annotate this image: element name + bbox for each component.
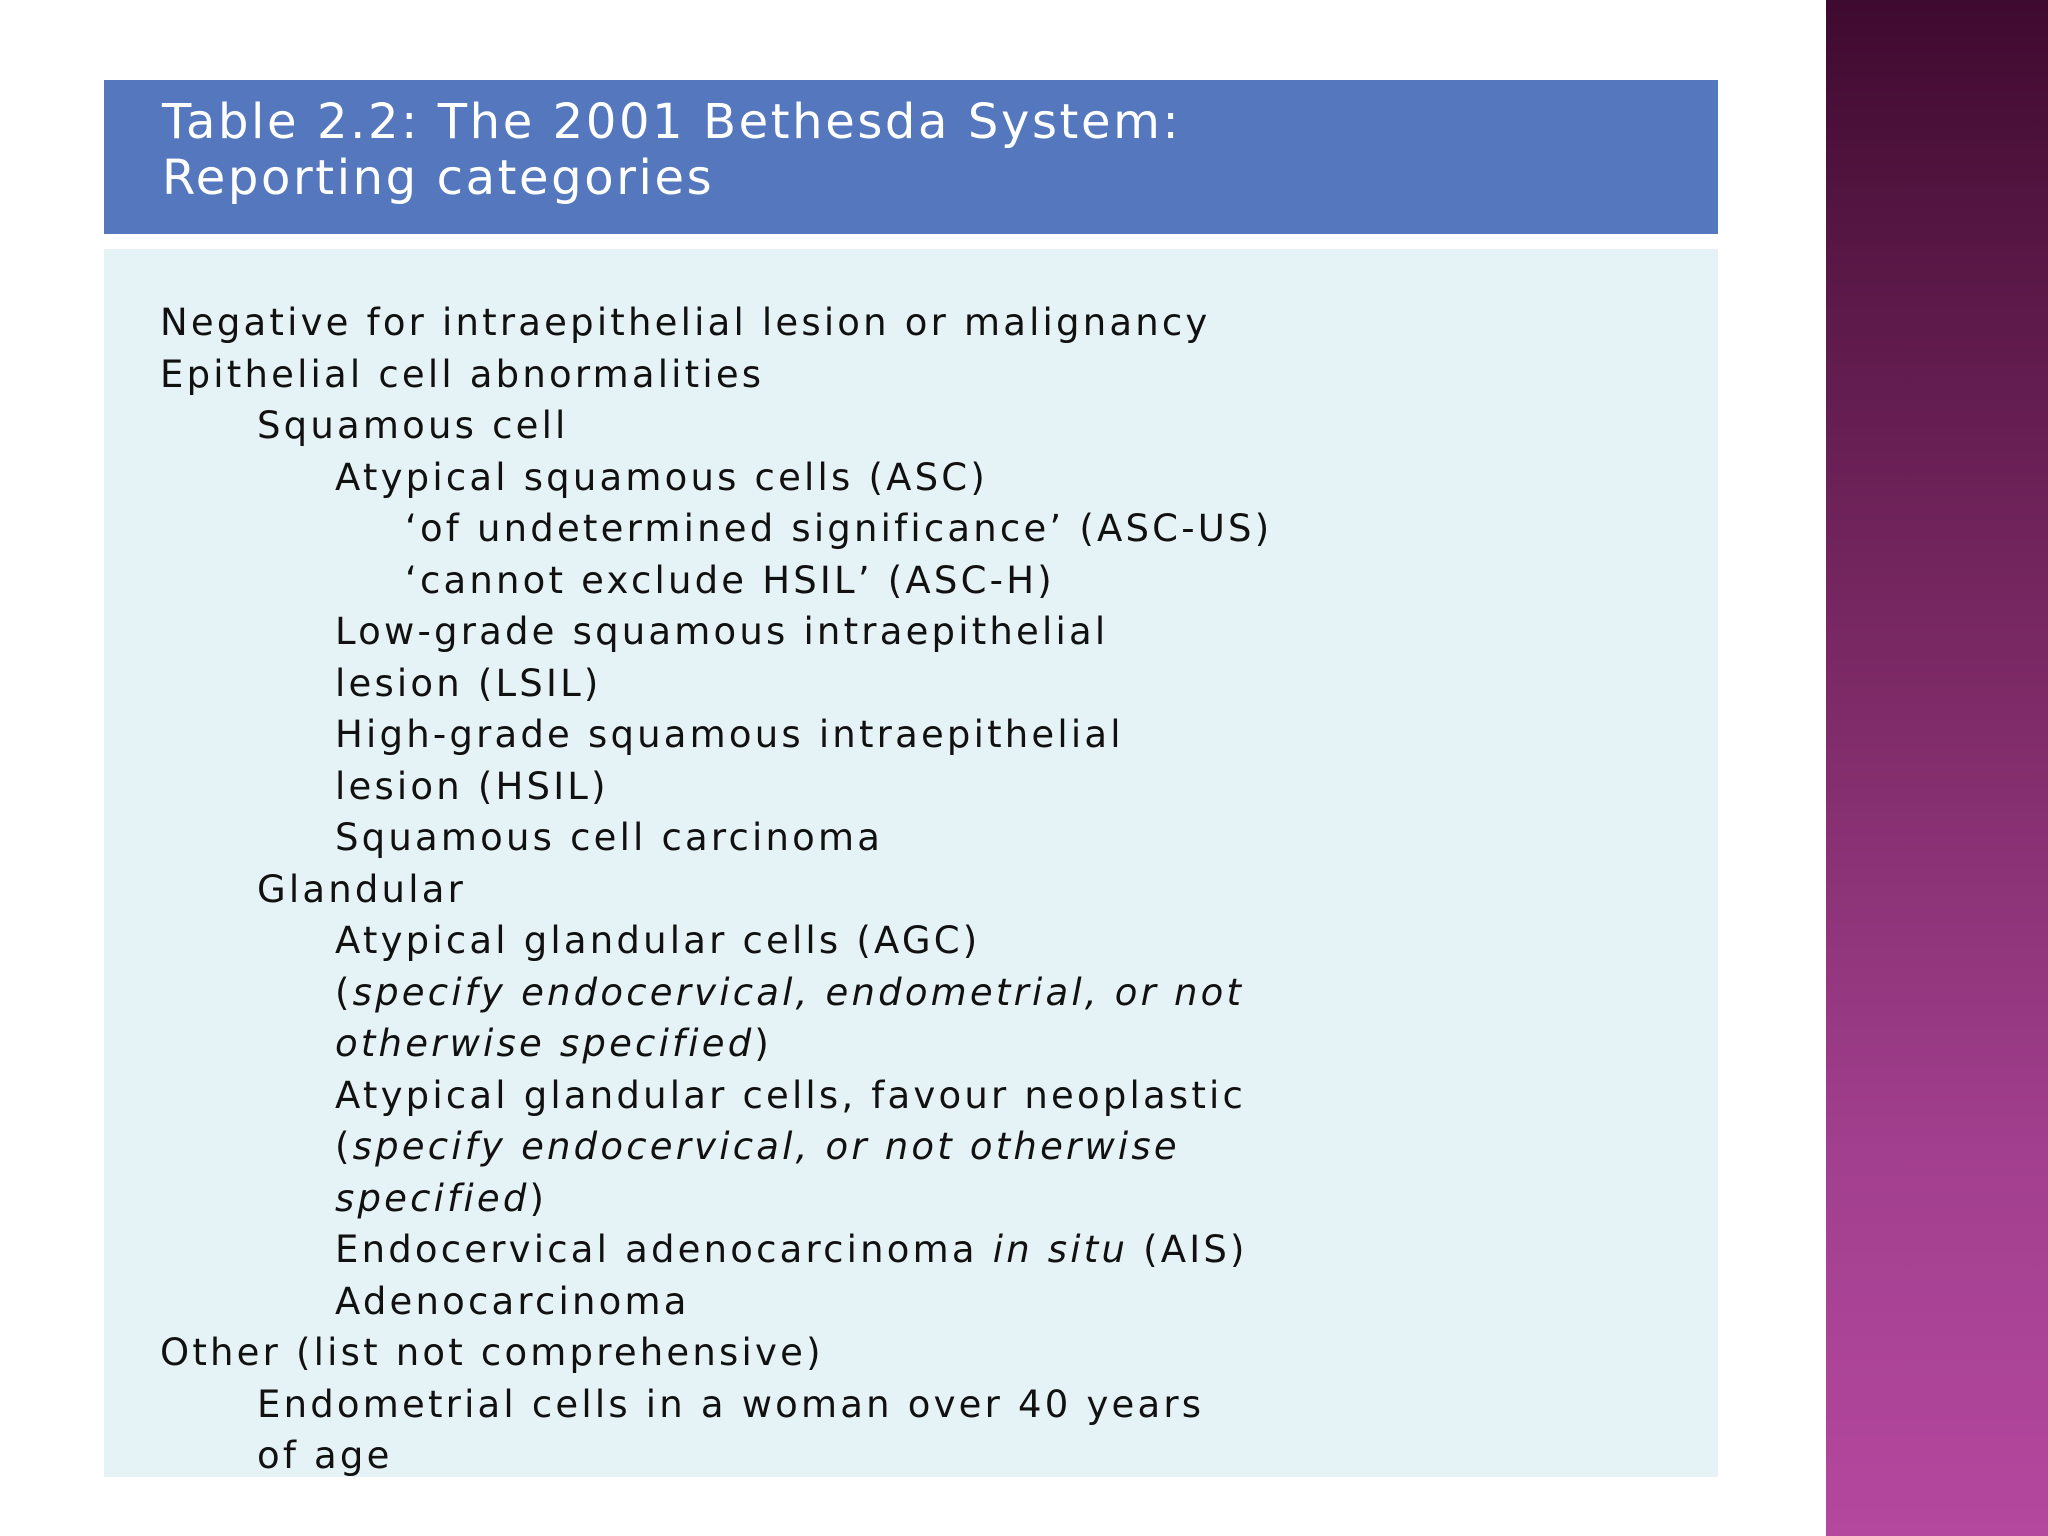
table-title-line-1: Table 2.2: The 2001 Bethesda System:: [162, 94, 1182, 150]
item-squamous-carcinoma: Squamous cell carcinoma: [335, 816, 884, 859]
paren-open: (: [335, 1125, 353, 1168]
item-lsil-line-2: lesion (LSIL): [335, 661, 602, 705]
item-endometrial-cells-line-1: Endometrial cells in a woman over 40 years: [257, 1382, 1205, 1426]
agc-neo-specify-text-2: specified: [335, 1176, 530, 1220]
item-agc-specify-line-2: [104, 1018, 1718, 1070]
item-agc-specify-line-1: [104, 967, 1718, 1019]
item-agc-neo-specify-line-1: [104, 1121, 1718, 1173]
item-endometrial-cells-line-2: of age: [257, 1434, 393, 1477]
item-asc-h: ‘cannot exclude HSIL’ (ASC-H): [405, 558, 1055, 602]
item-agc-neo-specify-line-2: [104, 1173, 1718, 1225]
item-hsil-line-1: High-grade squamous intraepithelial: [335, 713, 1124, 756]
subcategory-glandular: Glandular: [257, 867, 466, 911]
table-title-line-2: Reporting categories: [162, 150, 715, 206]
item-adenocarcinoma: Adenocarcinoma: [335, 1279, 690, 1323]
category-other: Other (list not comprehensive): [160, 1331, 824, 1374]
agc-neo-specify-text-1: specify endocervical, or not otherwise: [352, 1125, 1180, 1168]
agc-specify-text-2: otherwise specified: [335, 1022, 755, 1065]
ais-text-pre: Endocervical adenocarcinoma: [335, 1228, 993, 1271]
table-body: [104, 249, 1718, 1477]
paren-open: (: [335, 970, 353, 1014]
item-agc: Atypical glandular cells (AGC): [335, 919, 981, 962]
category-negative: Negative for intraepithelial lesion or malignancy: [160, 301, 1211, 344]
item-hsil-line-2: lesion (HSIL): [335, 764, 609, 808]
item-asc-us: ‘of undetermined significance’ (ASC-US): [405, 507, 1273, 550]
item-lsil-line-1: Low-grade squamous intraepithelial: [335, 610, 1109, 653]
agc-specify-text-1: specify endocervical, endometrial, or not: [352, 970, 1245, 1014]
ais-text-in-situ: in situ: [992, 1228, 1129, 1271]
item-asc: Atypical squamous cells (ASC): [335, 455, 988, 499]
paren-close: ): [754, 1022, 773, 1065]
item-agc-favour-neoplastic: Atypical glandular cells, favour neoplastic: [335, 1073, 1247, 1117]
paren-close: ): [529, 1176, 548, 1220]
item-ais: [104, 1224, 1718, 1276]
ais-text-post: (AIS): [1128, 1228, 1248, 1271]
category-epithelial-abnormalities: Epithelial cell abnormalities: [160, 352, 765, 396]
table-title-bar: [104, 80, 1718, 234]
decorative-side-stripe: [1826, 0, 2048, 1536]
subcategory-squamous-cell: Squamous cell: [257, 404, 569, 447]
